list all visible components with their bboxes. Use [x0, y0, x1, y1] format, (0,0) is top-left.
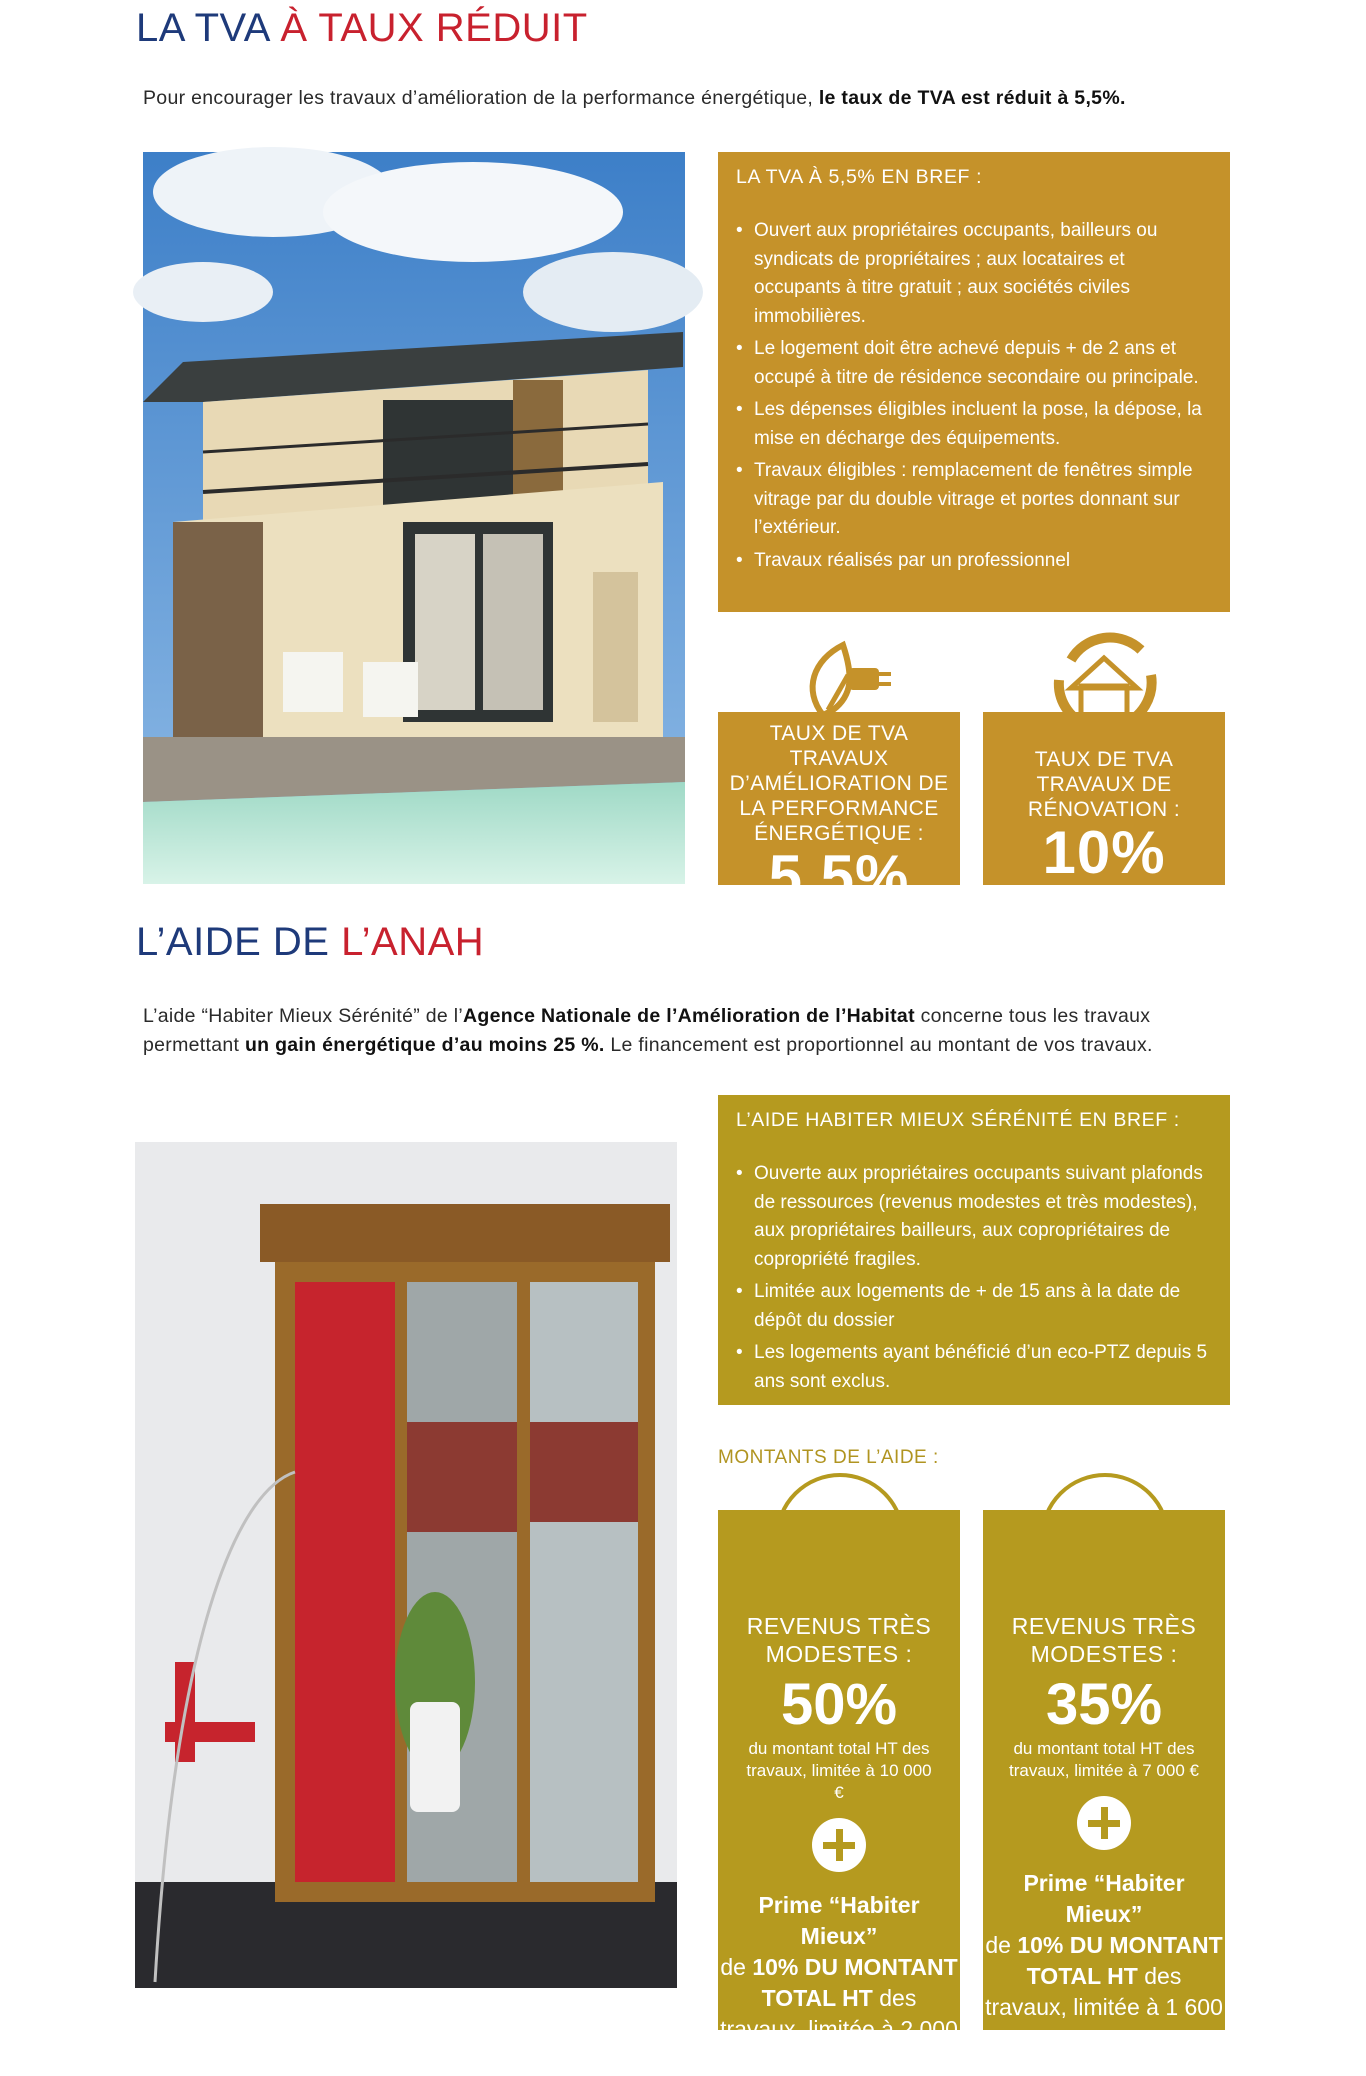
- anah-intro-text: Le financement est proportionnel au montant de vos travaux.: [604, 1034, 1153, 1056]
- anah-bref-panel: [718, 1095, 1230, 1405]
- window-illustration: [135, 1142, 677, 1988]
- anah-panel-title: L’AIDE HABITER MIEUX SÉRÉNITÉ EN BREF :: [736, 1109, 1180, 1131]
- section-title-anah: [136, 920, 484, 965]
- tva-bullet-list: [736, 217, 1212, 575]
- aid-subtext: du montant total HT des travaux, limitée à 7 000 €: [1009, 1739, 1199, 1780]
- revenus-label: REVENUS TRÈS MODESTES :: [746, 1613, 932, 1667]
- aid-percent: 35%: [1045, 1672, 1163, 1737]
- prime-desc: [983, 1930, 1225, 2054]
- anah-intro: [143, 1002, 1233, 1060]
- anah-intro-bold: un gain énergétique d’au moins 25 %.: [244, 1034, 605, 1056]
- house-photo: [143, 152, 685, 884]
- tva-intro-bold: le taux de TVA est réduit à 5,5%.: [818, 87, 1126, 109]
- plus-icon: [812, 1818, 866, 1872]
- stat-label: TAUX DE TVA TRAVAUX DE RÉNOVATION :: [1027, 748, 1181, 821]
- title-part-blue: L’AIDE DE: [136, 920, 330, 964]
- section-title-tva: [136, 6, 588, 51]
- anah-intro-bold: Agence Nationale de l’Amélioration de l’Habitat: [463, 1005, 915, 1027]
- prime-desc-pre: de: [720, 1954, 753, 1980]
- revenus-label: REVENUS TRÈS MODESTES :: [1011, 1613, 1197, 1667]
- house-illustration: [143, 152, 685, 884]
- title-part-red: À TAUX RÉDUIT: [280, 6, 588, 50]
- tva-renovation-rate-box: [983, 712, 1225, 885]
- prime-desc-post: des travaux, limitée à 1 600 €: [985, 1963, 1223, 2051]
- anah-intro-text: L’aide “Habiter Mieux Sérénité” de l’: [143, 1005, 464, 1027]
- list-item: • Le logement doit être achevé depuis + de 2 ans et occupé à titre de résidence secondaire ou principale.: [736, 335, 1212, 392]
- plus-icon: [1077, 1796, 1131, 1850]
- tva-intro: [143, 84, 1233, 113]
- list-item: • Les dépenses éligibles incluent la pose, la dépose, la mise en décharge des équipements.: [736, 396, 1212, 453]
- tva-energy-rate-box: [718, 712, 960, 910]
- anah-intro-text: concerne tous les travaux permettant: [143, 1005, 1151, 1056]
- list-item: • Les logements ayant bénéficié d’un eco-PTZ depuis 5 ans sont exclus.: [736, 1339, 1212, 1396]
- prime-label: Prime “Habiter Mieux”: [758, 1892, 920, 1949]
- list-item: • Travaux réalisés par un professionnel: [736, 547, 1212, 576]
- list-item: • Ouverte aux propriétaires occupants suivant plafonds de ressources (revenus modestes et très modestes), aux propriétaires bailleurs, aux copropriétaires de copropriété fragiles.: [736, 1160, 1212, 1274]
- window-photo: [135, 1142, 677, 1988]
- aid-column-1: [718, 1510, 960, 2073]
- tva-intro-text: Pour encourager les travaux d’amélioration de la performance énergétique,: [143, 87, 819, 109]
- list-item: • Ouvert aux propriétaires occupants, bailleurs ou syndicats de propriétaires ; aux locataires et occupants à titre gratuit ; aux sociétés civiles immobilières.: [736, 217, 1212, 331]
- montants-label: MONTANTS DE L’AIDE :: [718, 1447, 939, 1468]
- anah-bullet-list: [736, 1160, 1212, 1396]
- aid-subtext: du montant total HT des travaux, limitée à 10 000 €: [746, 1739, 932, 1802]
- prime-desc-bold: 10% DU MONTANT TOTAL HT: [752, 1954, 958, 2011]
- prime-desc: [718, 1952, 960, 2076]
- stat-value: 5,5%: [768, 843, 910, 910]
- list-item: • Limitée aux logements de + de 15 ans à la date de dépôt du dossier: [736, 1278, 1212, 1335]
- prime-label: Prime “Habiter Mieux”: [1023, 1870, 1185, 1927]
- stat-value: 10%: [1042, 819, 1166, 886]
- prime-desc-pre: de: [985, 1932, 1018, 1958]
- stat-label: TAUX DE TVA TRAVAUX D’AMÉLIORATION DE LA PERFORMANCE ÉNERGÉTIQUE :: [729, 722, 949, 845]
- title-part-blue: LA TVA: [136, 6, 269, 50]
- aid-percent: 50%: [780, 1672, 898, 1737]
- prime-desc-post: des travaux, limitée à 2 000 €: [720, 1985, 958, 2073]
- aid-column-2: [983, 1510, 1225, 2051]
- tva-bref-panel: [718, 152, 1230, 612]
- title-part-red: L’ANAH: [341, 920, 485, 964]
- prime-desc-bold: 10% DU MONTANT TOTAL HT: [1017, 1932, 1223, 1989]
- tva-panel-title: LA TVA À 5,5% EN BREF :: [736, 166, 983, 188]
- list-item: • Travaux éligibles : remplacement de fenêtres simple vitrage par du double vitrage et portes donnant sur l’extérieur.: [736, 457, 1212, 543]
